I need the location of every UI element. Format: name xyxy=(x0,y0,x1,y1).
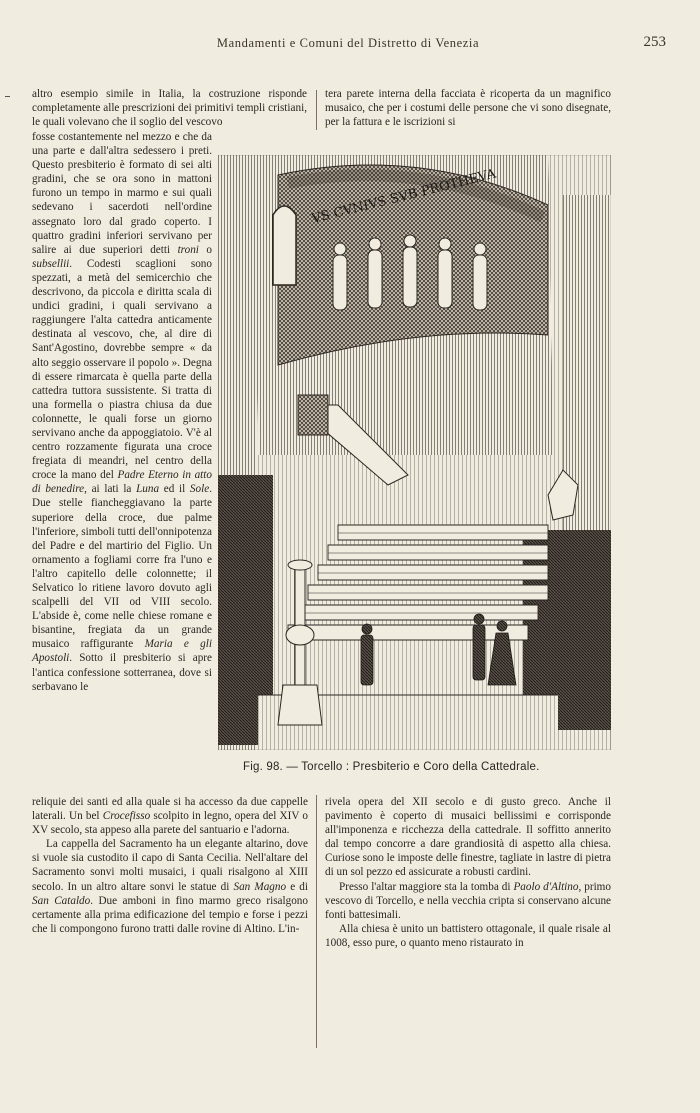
narrow-text-mid: o xyxy=(198,243,213,256)
narrow-paragraph xyxy=(32,130,212,694)
narrow-text-b: . Codesti scaglioni sono spezzati, a metà del semicerchio che descrivono, da piccola e diritta scala di undici gradini, i quali servivano a raggiungere l'alta cattedra anticamente destinata al vescovo, che, al dire di Sant'Agostino, dovrebbe sempre « da alto seggio osservare il popolo ». Degna di essere rimarcata è quella parte della cattedra tuttora sussistente. Si tratta di una formella o piastra chiusa da due colonnette, le quali forse un giorno servivano anche da appoggiatoio. V'è al centro rozzamente figurata una croce fregiata di meandri, nel centro della croce la mano del xyxy=(32,257,212,482)
narrow-text-e: . Sotto il presbiterio si apre l'antica confessione sotterranea, dove si serbavano le xyxy=(32,652,212,693)
bottom-right-p3: Alla chiesa è unito un battistero ottagonale, il quale risale al 1008, esso pure, o quanto meno ristaurato in xyxy=(325,922,611,949)
emphasis-maria: Maria e gli Apostoli xyxy=(32,638,212,665)
text-top-right: tera parete interna della facciata è ricoperta da un magnifico musaico, che per i costumi delle persone che vi sono disegnate, per la fattura e le iscrizioni si xyxy=(325,88,611,129)
text-bottom-left-2: La cappella del Sacramento ha un elegante altarino, dove si vuole sia custodito il capo di Santa Cecilia. Nell'altare del Sacramento sonvi molti musaici, i quali risalgono al XIII secolo. In un altro altare sonvi le statue di xyxy=(32,838,308,893)
text-bottom-left-2-mid: e di xyxy=(286,880,308,893)
paragraph-bottom-left xyxy=(32,795,308,936)
emphasis-luna: Luna xyxy=(136,483,160,496)
narrow-text-c-mid: ed il xyxy=(159,483,190,496)
bottom-left-p1 xyxy=(32,795,308,837)
narrow-text-d: . Due stelle fiancheggiavano la parte superiore della croce, due palme l'inferiore, simboli tutti dell'onnipotenza del Padre e del martirio del Figlio. Un ornamento a fogliami corre fra l'uno e l'altro capitello delle colonnette; il Selvatico lo ritiene lavoro dovuto agli scalpelli del VII od VIII secolo. L'abside è, come nelle chiese romane e bisantine, fregiata da un grande musaico raffigurante xyxy=(32,483,212,651)
paragraph-top-right xyxy=(325,87,611,129)
paragraph-top-left xyxy=(32,87,307,129)
margin-mark xyxy=(5,96,10,97)
narrow-text-a: fosse costantemente nel mezzo e che da una parte e dall'altra sedessero i preti. Questo presbiterio è formato di sei alti gradini, che se ora sono in mattoni furono un tempo in marmo e sui quali sedevano i sacerdoti nell'ordine assegnato loro dal grado coperto. I quattro gradini inferiori servivano per salire ai due superiori detti xyxy=(32,131,212,256)
text-bottom-left-1b: scolpito in legno, opera del XIV o XV secolo, sta appeso alla parete del santuario e l'adorna. xyxy=(32,810,308,837)
text-bottom-right-2a: Presso l'altar maggiore sta la tomba di xyxy=(339,880,514,893)
engraving-torcello-presbytery xyxy=(218,155,611,750)
text-bottom-left-2b: . Due amboni in fino marmo greco risalgono certamente alla prima edificazione del tempio e forse i pezzi che li compongono furono tratti dalle rovine di Altino. L'in- xyxy=(32,894,308,935)
emphasis-crocefisso: Crocefisso xyxy=(102,810,151,823)
emphasis-paolo-daltino: Paolo d'Altino xyxy=(513,880,579,893)
text-bottom-right-2b: , primo vescovo di Torcello, e nella vecchia cripta si conservano alcune fonti battesimali. xyxy=(325,880,611,921)
emphasis-san-cataldo: San Cataldo xyxy=(32,894,91,907)
bottom-right-p2 xyxy=(325,880,611,922)
figure-illustration xyxy=(218,155,611,750)
emphasis-san-magno: San Magno xyxy=(233,880,287,893)
text-top-left: altro esempio simile in Italia, la costruzione risponde completamente alle prescrizioni dei primitivi templi cristiani, le quali volevano che il soglio del vescovo xyxy=(32,88,307,129)
figure-caption: Fig. 98. — Torcello : Presbiterio e Coro della Cattedrale. xyxy=(243,761,540,773)
running-head xyxy=(30,36,666,56)
column-rule-bottom xyxy=(316,795,317,1048)
paragraph-narrow-column xyxy=(32,130,212,694)
running-title: Mandamenti e Comuni del Distretto di Venezia xyxy=(216,36,480,50)
bottom-left-p2 xyxy=(32,837,308,936)
emphasis-padre-eterno: Padre Eterno in atto di benedire xyxy=(32,469,212,496)
narrow-text-c: , ai lati la xyxy=(84,483,137,496)
emphasis-subsellii: subsellii xyxy=(32,257,70,270)
emphasis-sole: Sole xyxy=(189,483,210,496)
page-number: 253 xyxy=(643,34,666,50)
emphasis-troni: troni xyxy=(177,243,199,256)
mosaic-inscription: VS CVNIVS SVB PROTHEVA xyxy=(310,166,498,227)
text-bottom-left-1: reliquie dei santi ed alla quale si ha accesso da due cappelle laterali. Un bel xyxy=(32,796,308,823)
column-rule-top xyxy=(316,90,317,130)
paragraph-bottom-right xyxy=(325,795,611,950)
bottom-right-p1: rivela opera del XII secolo e di gusto greco. Anche il pavimento è coperto di musaici bellissimi e corrisponde all'imponenza e ricchezza della cattedrale. Il soffitto annerito dal tempo concorre a dare grandiosità di aspetto alla chiesa. Curiose sono le imposte delle finestre, tagliate in lastre di pietra di un sol pezzo ed assicurate a robusti cardini. xyxy=(325,796,611,879)
